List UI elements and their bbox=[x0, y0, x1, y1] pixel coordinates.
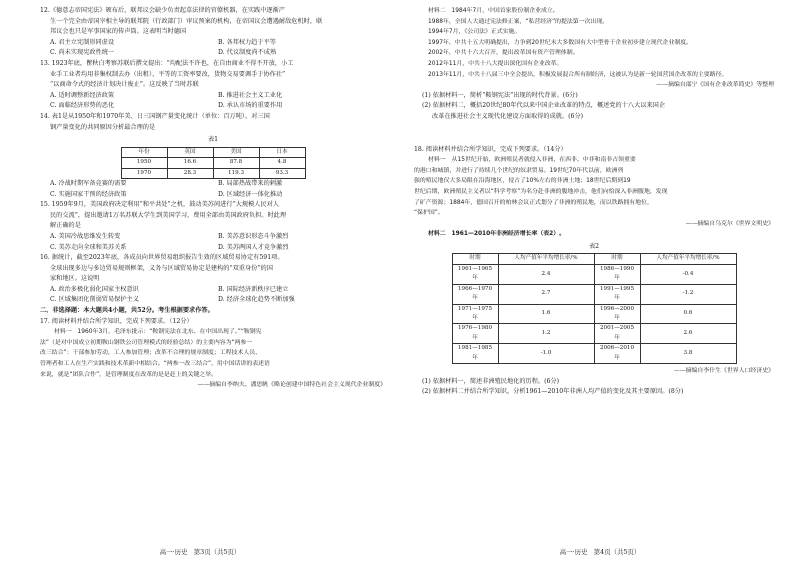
question-14 bbox=[40, 112, 386, 200]
material-2-line: 2013年11月，中共十八届三中全会提出，积极发展混合所有制经济，这被认为是新一轮国营国企改革的主要路径。 bbox=[428, 71, 728, 78]
question-18-stem: 18. 阅读材料并结合所学知识，完成下列要求。（14分） bbox=[414, 145, 567, 153]
question-12 bbox=[40, 6, 386, 59]
material-source: ——摘编自李纳夫、潘思帆《略论创建中国特色社会主义现代企业制度》 bbox=[197, 382, 386, 389]
page-4 bbox=[400, 0, 800, 566]
option-a[interactable]: A. 君主立宪制形同虚设 bbox=[50, 38, 115, 46]
question-14-options bbox=[40, 179, 386, 200]
q17-req: 改革在推进社会主义现代化建设方面取得的成就。(6分) bbox=[432, 112, 584, 120]
question-12-stem-line: 生一个完全由帝国宰相主导的联邦院（行政部门）审议预案的机构，在帝国议会遭遇耐敌危机时，联 bbox=[50, 17, 323, 25]
material-2-label: 材料二 bbox=[428, 8, 446, 14]
question-13-options bbox=[40, 91, 386, 112]
material-2-text: 1984年7月，中国首家股份制企业成立。 bbox=[445, 8, 559, 14]
table-cell: 1986—1990 年 bbox=[594, 264, 640, 284]
material-source: ——摘编自乌克尔《世界文明史》 bbox=[685, 220, 774, 227]
material-1-line: 的港口和城镇，并进行了持续几个世纪的奴隶贸易。19世纪70年代以前，欧洲列 bbox=[414, 167, 624, 174]
table-cell: 2006—2010 年 bbox=[594, 344, 640, 364]
table-cell: 2.6 bbox=[640, 324, 736, 344]
question-13 bbox=[40, 59, 386, 112]
question-12-stem-line: 邦议会也只是军事国家的传声筒。这表明当时德国 bbox=[50, 28, 187, 36]
question-15-options bbox=[40, 232, 386, 253]
table-header-cell: 日本 bbox=[259, 147, 305, 157]
table-cell: 1961—1965 年 bbox=[452, 264, 498, 284]
option-c[interactable]: C. 面临经济形势的恶化 bbox=[50, 102, 115, 110]
question-14-stem-line: 钢产量变化的共同原因分析最合理的是 bbox=[50, 123, 156, 131]
table-row bbox=[452, 304, 736, 324]
table-header-row bbox=[121, 147, 305, 157]
question-13-stem-line: 13. 1923年底，瞿秋白考察苏联后撰文提出：“均配法不许也，在自由商业不得不开放，小工 bbox=[40, 59, 294, 67]
option-a[interactable]: A. 冷战时期军备竞赛的需要 bbox=[50, 179, 127, 187]
table-cell: 1976—1980 年 bbox=[452, 324, 498, 344]
table-2 bbox=[452, 253, 737, 363]
table-cell: 1981—1985 年 bbox=[452, 344, 498, 364]
material-2-line bbox=[414, 6, 774, 17]
material-2 bbox=[414, 6, 774, 91]
table-2-caption: 表2 bbox=[588, 242, 600, 250]
table-cell: 1970 bbox=[121, 168, 167, 178]
material-1-line: 材料一 从15世纪开始，欧洲殖民者就侵入非洲，在西非、中非和南非占领重要 bbox=[428, 157, 636, 164]
material-2-line: 1994年7月，《公司法》正式实施。 bbox=[428, 29, 521, 36]
table-cell: 1.2 bbox=[498, 324, 594, 344]
table-header-row bbox=[452, 254, 736, 264]
q17-req: (2) 依据材料二，概括20世纪80年代以来中国企业改革的特点，概述党的十八大以来国企 bbox=[422, 102, 666, 110]
table-row bbox=[121, 158, 305, 168]
table-cell: 1950 bbox=[121, 158, 167, 168]
material-1-line: 法”（是对中国成立初期鞍山钢铁公司管理模式的经验总结）的主要内容为“两参一 bbox=[40, 339, 253, 346]
material-2-line: 1988年，全国人大通过宪法修正案，“私营经济”的提法第一次出现。 bbox=[428, 18, 609, 25]
option-d[interactable]: D. 区域经济一体化推动 bbox=[218, 190, 283, 198]
table-header-cell: 人均产值年平均增长率/% bbox=[640, 254, 736, 264]
option-d[interactable]: D. 美苏两国人才竞争激烈 bbox=[218, 243, 289, 251]
table-cell: 1.6 bbox=[498, 304, 594, 324]
question-16-options bbox=[40, 285, 386, 306]
question-15-stem-line: 解正确的是 bbox=[50, 222, 81, 230]
question-12-stem-line: 12.《德意志帝国宪法》颁布后，联邦议会缺少负责起草法律的官僚机器，在实践中逐渐产 bbox=[40, 7, 285, 14]
option-d[interactable]: D. 经济全球化趋势不断加强 bbox=[218, 296, 295, 304]
question-17-stem: 17. 阅读材料并结合所学知识，完成下列要求。（12分） bbox=[40, 317, 193, 325]
material-2-title: 材料二 1961—2010年非洲经济增长率（表2）。 bbox=[428, 231, 566, 238]
table-cell: 93.3 bbox=[259, 168, 305, 178]
q18-req: (2) 依据材料二并结合所学知识，分析1961—2010年非洲人均产值的变化及其主要原因。(8分) bbox=[422, 388, 684, 396]
table-cell: 2.7 bbox=[498, 284, 594, 304]
table-cell: 2.4 bbox=[498, 264, 594, 284]
page-footer: 高一·历史 第4页（共5页） bbox=[559, 548, 641, 557]
material-1-line: 强的殖民地仅大多局限在沿海地区，侵占了10%左右的非洲土地；18世纪后期到19 bbox=[414, 178, 631, 185]
table-header-cell: 时期 bbox=[452, 254, 498, 264]
question-17 bbox=[40, 317, 386, 391]
option-a[interactable]: A. 适时调整新经济政策 bbox=[50, 91, 115, 99]
question-16 bbox=[40, 253, 386, 306]
option-c[interactable]: C. 美苏走向全球和美苏关系 bbox=[50, 243, 127, 251]
table-header-cell: 美国 bbox=[213, 147, 259, 157]
option-b[interactable]: B. 推进社会主义工业化 bbox=[218, 91, 283, 99]
table-cell: 4.8 bbox=[259, 158, 305, 168]
page-footer: 高一·历史 第3页（共5页） bbox=[159, 548, 241, 557]
question-12-options bbox=[40, 38, 386, 59]
material-1-line: 世纪后期，欧洲殖民主义者以“科学考察”为名分赴非洲的腹地冲击，他们向恰深入非洲腹地，发现 bbox=[414, 188, 668, 195]
material-2-line: 2002年，中共十六大召开，提出改革国有资产管理体制。 bbox=[428, 50, 579, 57]
question-13-stem-line: “以商命令式的经济计划决计废止”。这反映了当时苏联 bbox=[50, 81, 199, 89]
table-cell: -1.0 bbox=[498, 344, 594, 364]
material-1-line: 来说，就是“团队合作”，是管理制度在改革的是是赶上的关键之举。 bbox=[40, 371, 217, 378]
table-row bbox=[452, 344, 736, 364]
material-2-line: 2012年11月，中共十八大提出深化国有企业改革。 bbox=[428, 60, 563, 67]
material-1-line: 管理者和工人在生产实践和技术革新中相结合。“两参一改三结合”，用中国话讲的表述语 bbox=[40, 361, 270, 368]
material-1-line: 材料一 1960年3月，毛泽东批示：“鞍钢宪法在北东、在中国出现了。”“鞍钢宪 bbox=[54, 329, 262, 336]
table-row bbox=[452, 264, 736, 284]
table-cell: -0.4 bbox=[640, 264, 736, 284]
option-c[interactable]: C. 尚未实现宪政性统一 bbox=[50, 49, 115, 57]
question-13-stem-line: 业手工业者均用非集权制去办（出租），平等的工资率要改，货物交易要调手于协作社” bbox=[50, 70, 286, 78]
table-cell: 87.8 bbox=[213, 158, 259, 168]
table-row bbox=[452, 324, 736, 344]
option-b[interactable]: B. 局部热战带来的刺激 bbox=[218, 179, 283, 187]
table-cell: 2001—2005 年 bbox=[594, 324, 640, 344]
option-b[interactable]: B. 美苏意识形态斗争激烈 bbox=[218, 232, 289, 240]
option-c[interactable]: C. 实施国家干预的经济政策 bbox=[50, 190, 127, 198]
table-cell: 1971—1975 年 bbox=[452, 304, 498, 324]
question-18 bbox=[414, 145, 774, 398]
material-2-line: 1997年，中共十五大明确提出，力争到20世纪末大多数国有大中型骨干企业初步建立现代企业制度。 bbox=[428, 39, 693, 46]
option-d[interactable]: D. 代议制度尚不成熟 bbox=[218, 49, 277, 57]
option-b[interactable]: B. 各邦权力趋于平等 bbox=[218, 38, 276, 46]
option-d[interactable]: D. 承认市场的重要作用 bbox=[218, 102, 283, 110]
table-row bbox=[452, 284, 736, 304]
option-c[interactable]: C. 区域集团化削弱贸易保护主义 bbox=[50, 296, 139, 304]
material-1-line: 了矿产资源；1884年，德国召开的柏林会议正式划分了非洲的殖民地，而以铁路拥有地位， bbox=[414, 199, 653, 206]
q18-req: (1) 依据材料一，简述非洲殖民地化的历程。(6分) bbox=[422, 377, 560, 385]
table-cell: 1966—1970 年 bbox=[452, 284, 498, 304]
spacer bbox=[414, 123, 774, 145]
material-source: ——摘编自邵宁《国有企业改革简史》等整理 bbox=[656, 82, 774, 89]
section-heading: 二、非选择题：本大题共4小题，共52分。考生根据要求作答。 bbox=[40, 307, 214, 315]
option-a[interactable]: A. 美国冷战思维发生转变 bbox=[50, 232, 121, 240]
q17-req: (1) 依据材料一，简析“鞍钢宪法”出现的时代背景。(6分) bbox=[422, 91, 578, 99]
table-cell: -1.2 bbox=[640, 284, 736, 304]
table-1 bbox=[121, 147, 306, 179]
table-cell: 0.6 bbox=[640, 304, 736, 324]
question-16-stem-line: 家和地区。这说明 bbox=[50, 275, 100, 283]
option-a[interactable]: A. 政治多极化弱化国家主权意识 bbox=[50, 285, 139, 293]
table-header-cell: 人均产值年平均增长率/% bbox=[498, 254, 594, 264]
table-1-caption: 表1 bbox=[207, 136, 219, 144]
table-header-cell: 英国 bbox=[167, 147, 213, 157]
table-cell: 119.3 bbox=[213, 168, 259, 178]
material-source: ——摘编自李什生《世界人口经济史》 bbox=[673, 367, 774, 374]
material-1-line: 改三结合”：干部参加劳动，工人参加管理；改革不合理的规章制度；工程技术人员、 bbox=[40, 350, 262, 357]
table-cell: 1996—2000 年 bbox=[594, 304, 640, 324]
table-header-cell: 时期 bbox=[594, 254, 640, 264]
question-16-stem-line: 16. 据统计，截至2023年底，各成员向世界贸易组织报告生效的区域贸易协定有591项。 bbox=[40, 254, 284, 262]
table-header-cell: 年份 bbox=[121, 147, 167, 157]
material-1-line: “保护国”。 bbox=[414, 210, 444, 217]
question-14-stem-line: 14. 表1是从1950年和1970年美、日三国钢产量变化统计（单位：百万吨）。对三国 bbox=[40, 112, 270, 120]
table-cell: 16.6 bbox=[167, 158, 213, 168]
option-b[interactable]: B. 国际经济新秩序已建立 bbox=[218, 285, 289, 293]
table-cell: 28.3 bbox=[167, 168, 213, 178]
table-cell: 3.8 bbox=[640, 344, 736, 364]
question-15-stem-line: 民的交流”，提出邀请1万名苏联大学生到美国学习，费用全部由美国政府负担。时此理 bbox=[50, 211, 287, 219]
table-cell: 1991—1995 年 bbox=[594, 284, 640, 304]
question-16-stem-line: 全球出现多边与多边贸易规则框架，义务与区域贸易协定是建构的“双重身份”的国 bbox=[50, 264, 273, 272]
question-15 bbox=[40, 200, 386, 253]
question-15-stem-line: 15. 1959年9月，美国政府决定利用“和平共处”之机，鼓动美苏间进行“大规模人民对人 bbox=[40, 201, 279, 209]
table-row bbox=[121, 168, 305, 178]
